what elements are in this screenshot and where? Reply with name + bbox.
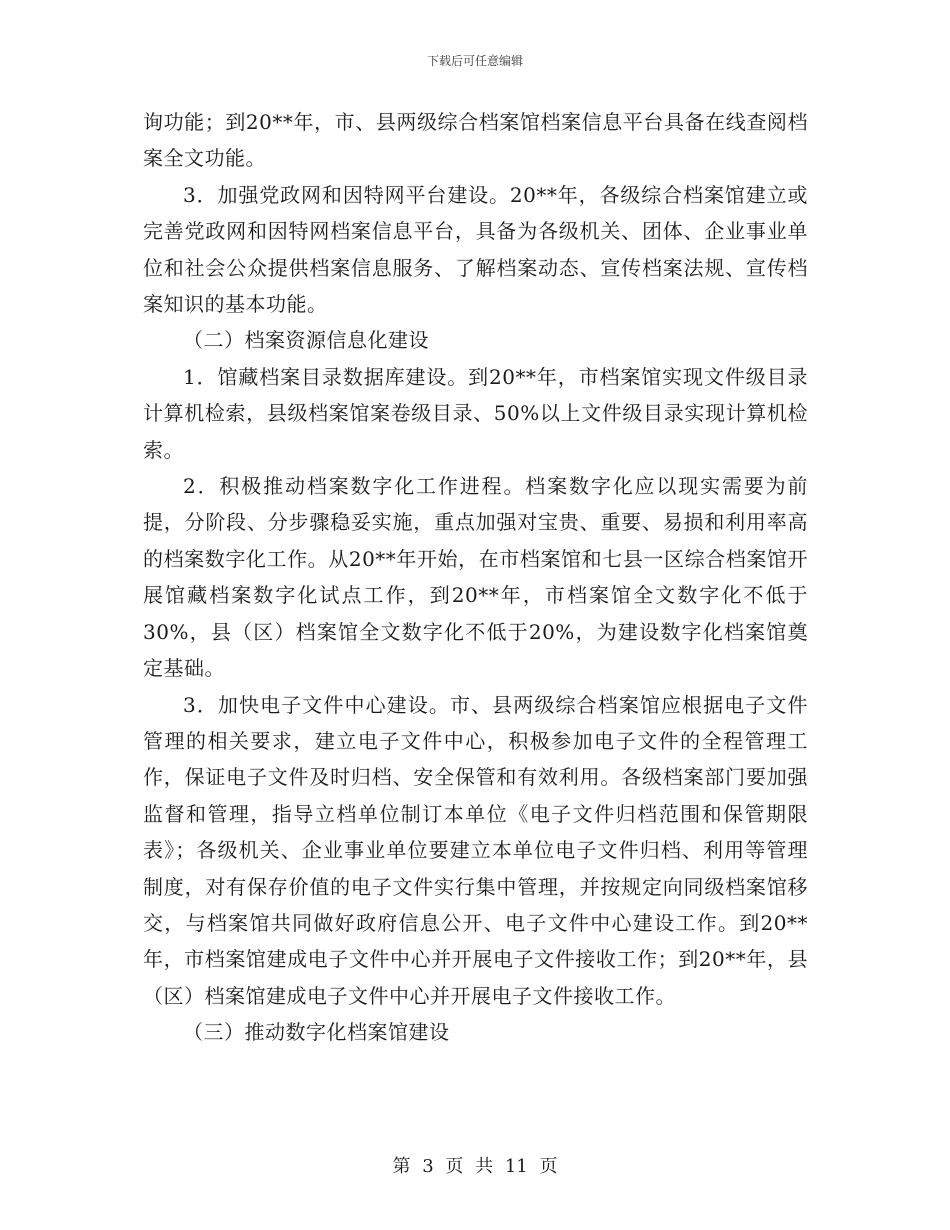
section-heading-3: （三）推动数字化档案馆建设 bbox=[183, 1020, 450, 1045]
paragraph-item-1-catalog: 1．馆藏档案目录数据库建设。到20**年，市档案馆实现文件级目录计算机检索，县级档案馆案卷级目录、50%以上文件级目录实现计算机检索。 bbox=[143, 364, 808, 462]
paragraph-item-3-network: 3．加强党政网和因特网平台建设。20**年，各级综合档案馆建立或完善党政网和因特网档案信息平台，具备为各级机关、团体、企业事业单位和社会公众提供档案信息服务、了解档案动态、宣传档案法规、宣传档案知识的基本功能。 bbox=[143, 182, 808, 317]
paragraph-item-2-digitization: 2．积极推动档案数字化工作进程。档案数字化应以现实需要为前提，分阶段、分步骤稳妥实施，重点加强对宝贵、重要、易损和利用率高的档案数字化工作。从20**年开始，在市档案馆和七县一区综合档案馆开展馆藏档案数字化试点工作，到20**年，市档案馆全文数字化不低于30%，县（区）档案馆全文数字化不低于20%，为建设数字化档案馆奠定基础。 bbox=[143, 474, 808, 681]
page-header: 下载后可任意编辑 bbox=[426, 54, 523, 68]
paragraph-item-3-electronic-center: 3．加快电子文件中心建设。市、县两级综合档案馆应根据电子文件管理的相关要求，建立电子文件中心，积极参加电子文件的全程管理工作，保证电子文件及时归档、安全保管和有效利用。各级档案部门要加强监督和管理，指导立档单位制订本单位《电子文件归档范围和保管期限表》；各级机关、企业事业单位要建立本单位电子文件归档、利用等管理制度，对有保存价值的电子文件实行集中管理，并按规定向同级档案馆移交，与档案馆共同做好政府信息公开、电子文件中心建设工作。到20**年，市档案馆建成电子文件中心并开展电子文件接收工作；到20**年，县（区）档案馆建成电子文件中心并开展电子文件接收工作。 bbox=[143, 692, 808, 1008]
document-body bbox=[143, 104, 808, 1051]
paragraph-continuation: 询功能；到20**年，市、县两级综合档案馆档案信息平台具备在线查阅档案全文功能。 bbox=[143, 110, 808, 171]
section-heading-2: （二）档案资源信息化建设 bbox=[183, 328, 429, 353]
page-number: 第 3 页 共 11 页 bbox=[392, 1156, 558, 1177]
